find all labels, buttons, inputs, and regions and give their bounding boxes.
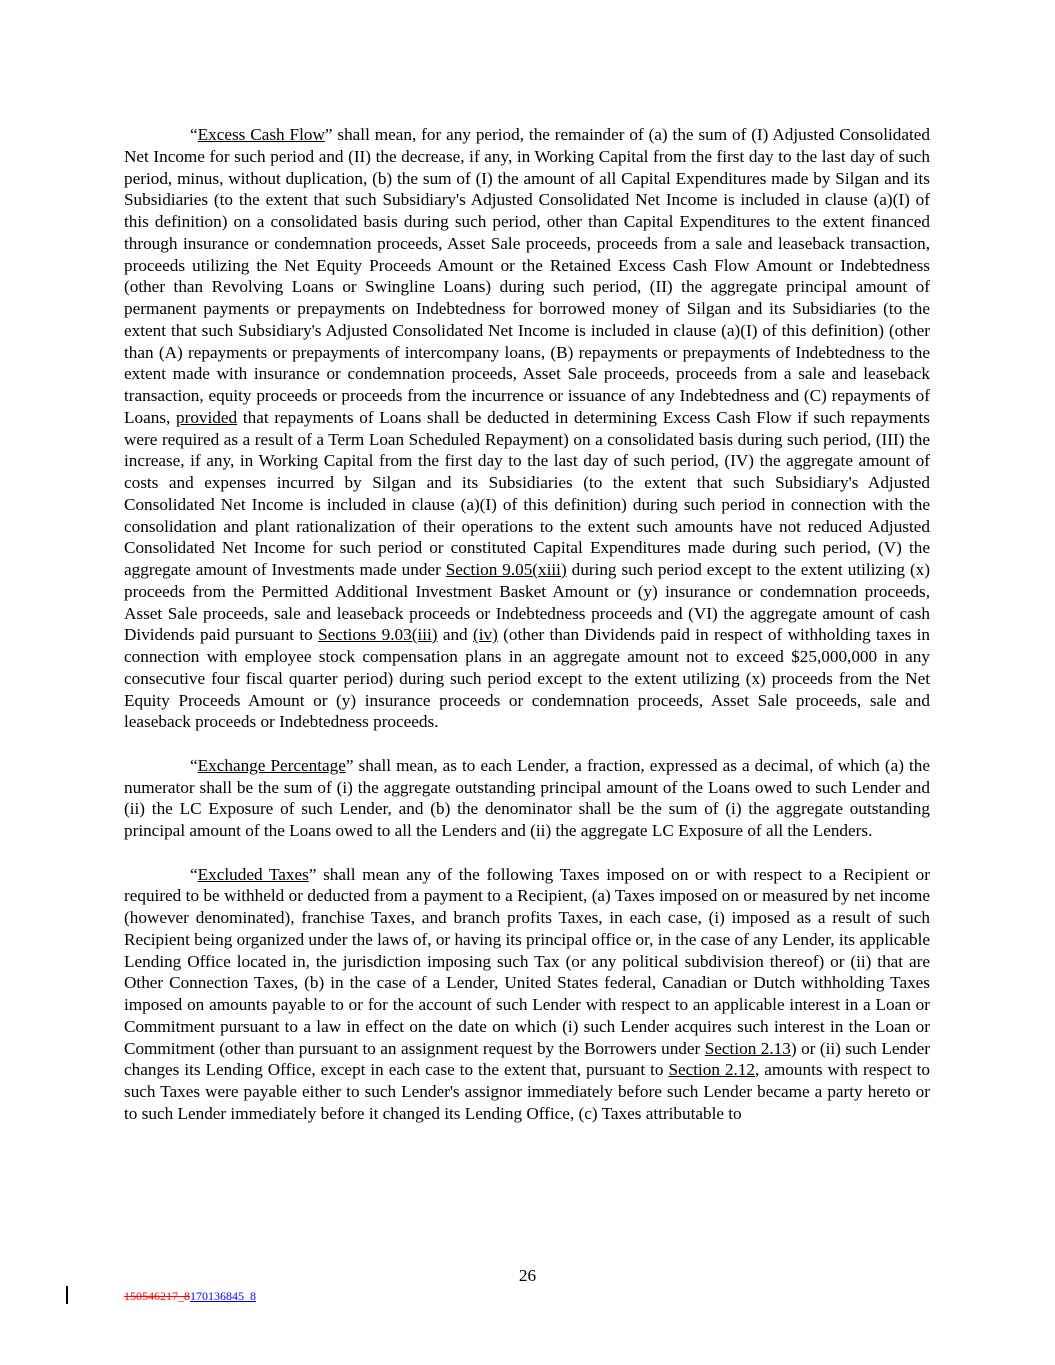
change-bar xyxy=(66,1286,68,1304)
definition-exchange-percentage xyxy=(124,755,930,842)
text-run: “ xyxy=(190,755,198,775)
text-run: ” shall mean, for any period, the remainder of (a) the sum of (I) Adjusted Consolidated Net Income for such period and (II) the decrease, if any, in Working Capital from the first day to the last day of such period, minus, without duplication, (b) the sum of (I) the amount of all Capital Expenditures made by Silgan and its Subsidiaries (to the extent that such Subsidiary's Adjusted Consolidated Net Income is included in clause (a)(I) of this definition) on a consolidated basis during such period, other than Capital Expenditures to the extent financed through insurance or condemnation proceeds, Asset Sale proceeds, proceeds from a sale and leaseback transaction, proceeds utilizing the Net Equity Proceeds Amount or the Retained Excess Cash Flow Amount or Indebtedness (other than Revolving Loans or Swingline Loans) during such period, (II) the aggregate principal amount of permanent payments or prepayments on Indebtedness for borrowed money of Silgan and its Subsidiaries (to the extent that such Subsidiary's Adjusted Consolidated Net Income is included in clause (a)(I) of this definition) (other than (A) repayments or prepayments of intercompany loans, (B) repayments or prepayments of Indebtedness to the extent made with insurance or condemnation proceeds, Asset Sale proceeds, proceeds from a sale and leaseback transaction, equity proceeds or proceeds from the incurrence or issuance of any Indebtedness and (C) repayments of Loans, xyxy=(124,125,930,427)
section-reference: Section 2.13 xyxy=(704,1038,791,1058)
document-id xyxy=(124,1289,256,1303)
text-run: “ xyxy=(190,125,198,144)
doc-id-inserted: 170136845_8 xyxy=(190,1289,256,1303)
text-run: ) or (ii) such Lender changes its Lending Office, except in each case to the extent that, pursuant to xyxy=(124,1038,930,1080)
emphasis-provided: provided xyxy=(176,407,238,427)
doc-id-deleted: 150546217_8 xyxy=(124,1289,190,1303)
page-number: 26 xyxy=(518,1266,537,1285)
section-reference: (iv) xyxy=(472,625,498,645)
definition-excluded-taxes xyxy=(124,864,930,1125)
text-run: that repayments of Loans shall be deducted in determining Excess Cash Flow if such repayments were required as a result of a Term Loan Scheduled Repayment) on a consolidated basis during such period, (III) the increase, if any, in Working Capital from the first day to the last day of such period, (IV) the aggregate amount of costs and expenses incurred by Silgan and its Subsidiaries (to the extent that such Subsidiary's Adjusted Consolidated Net Income is included in clause (a)(I) of this definition) during such period in connection with the consolidation and plant rationalization of their operations to the extent such amounts have not reduced Adjusted Consolidated Net Income for such period or constituted Capital Expenditures made during such period, (V) the aggregate amount of Investments made under xyxy=(124,407,930,579)
text-run: (other than Dividends paid in respect of withholding taxes in connection with employee stock compensation plans in an aggregate amount not to exceed $25,000,000 in any consecutive four fiscal quarter period) during such period except to the extent utilizing (x) proceeds from the Net Equity Proceeds Amount or (y) insurance proceeds or condemnation proceeds, Asset Sale proceeds, sale and leaseback proceeds or Indebtedness proceeds. xyxy=(124,625,930,732)
defined-term: Excess Cash Flow xyxy=(197,125,325,144)
defined-term: Exchange Percentage xyxy=(197,755,346,775)
section-reference: Section 9.05(xiii) xyxy=(445,560,567,579)
text-run: “ xyxy=(190,864,198,884)
section-reference: Section 2.12 xyxy=(668,1060,756,1080)
page-body xyxy=(124,124,930,1146)
text-run: , amounts with respect to such Taxes were payable either to such Lender's assignor immediately before such Lender became a party hereto or to such Lender immediately before it changed its Lending Office, (c) Taxes attributable to xyxy=(124,1060,930,1123)
text-run: and xyxy=(437,625,473,645)
defined-term: Excluded Taxes xyxy=(197,864,309,884)
section-reference: Sections 9.03(iii) xyxy=(318,625,438,645)
text-run: ” shall mean, as to each Lender, a fraction, expressed as a decimal, of which (a) the numerator shall be the sum of (i) the aggregate outstanding principal amount of the Loans owed to such Lender and (ii) the LC Exposure of such Lender, and (b) the denominator shall be the sum of (i) the aggregate outstanding principal amount of the Loans owed to all the Lenders and (ii) the aggregate LC Exposure of all the Lenders. xyxy=(124,755,930,840)
text-run: during such period except to the extent utilizing (x) proceeds from the Permitted Additional Investment Basket Amount or (y) insurance or condemnation proceeds, Asset Sale proceeds, sale and leaseback proceeds or Indebtedness proceeds and (VI) the aggregate amount of cash Dividends paid pursuant to xyxy=(124,560,930,645)
definition-excess-cash-flow xyxy=(124,124,930,733)
text-run: ” shall mean any of the following Taxes imposed on or with respect to a Recipient or required to be withheld or deducted from a payment to a Recipient, (a) Taxes imposed on or measured by net income (however denominated), franchise Taxes, and branch profits Taxes, in each case, (i) imposed as a result of such Recipient being organized under the laws of, or having its principal office or, in the case of any Lender, its applicable Lending Office located in, the jurisdiction imposing such Tax (or any political subdivision thereof) or (ii) that are Other Connection Taxes, (b) in the case of a Lender, United States federal, Canadian or Dutch withholding Taxes imposed on amounts payable to or for the account of such Lender with respect to an applicable interest in a Loan or Commitment pursuant to a law in effect on the date on which (i) such Lender acquires such interest in the Loan or Commitment (other than pursuant to an assignment request by the Borrowers under xyxy=(124,864,931,1058)
